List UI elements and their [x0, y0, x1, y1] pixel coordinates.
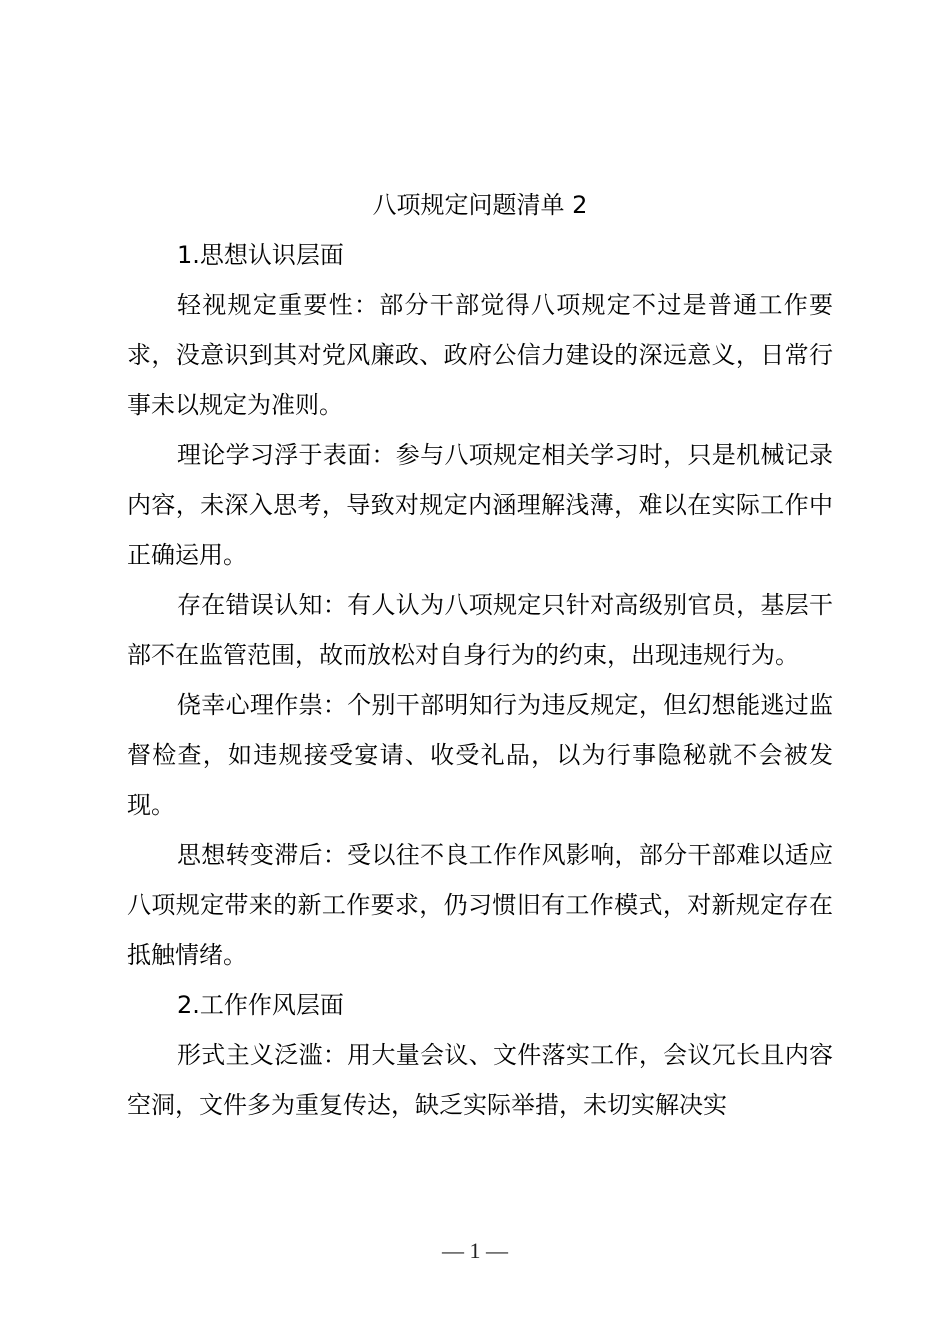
document-body [127, 180, 833, 1130]
section-heading-1: 1.思想认识层面 [177, 241, 344, 269]
paragraph: 思想转变滞后：受以往不良工作作风影响，部分干部难以适应八项规定带来的新工作要求，仍习惯旧有工作模式，对新规定存在抵触情绪。 [127, 841, 833, 969]
paragraph: 存在错误认知：有人认为八项规定只针对高级别官员，基层干部不在监管范围，故而放松对自身行为的约束，出现违规行为。 [127, 591, 833, 669]
paragraph: 形式主义泛滥：用大量会议、文件落实工作，会议冗长且内容空洞，文件多为重复传达，缺乏实际举措，未切实解决实 [127, 1041, 833, 1119]
paragraph: 轻视规定重要性：部分干部觉得八项规定不过是普通工作要求，没意识到其对党风廉政、政府公信力建设的深远意义，日常行事未以规定为准则。 [127, 291, 833, 419]
paragraph: 侥幸心理作祟：个别干部明知行为违反规定，但幻想能逃过监督检查，如违规接受宴请、收受礼品，以为行事隐秘就不会被发现。 [127, 691, 833, 819]
document-title: 八项规定问题清单 2 [372, 191, 588, 219]
page-number: — 1 — [442, 1238, 508, 1263]
paragraph: 理论学习浮于表面：参与八项规定相关学习时，只是机械记录内容，未深入思考，导致对规定内涵理解浅薄，难以在实际工作中正确运用。 [127, 441, 833, 569]
section-heading-2: 2.工作作风层面 [177, 991, 344, 1019]
